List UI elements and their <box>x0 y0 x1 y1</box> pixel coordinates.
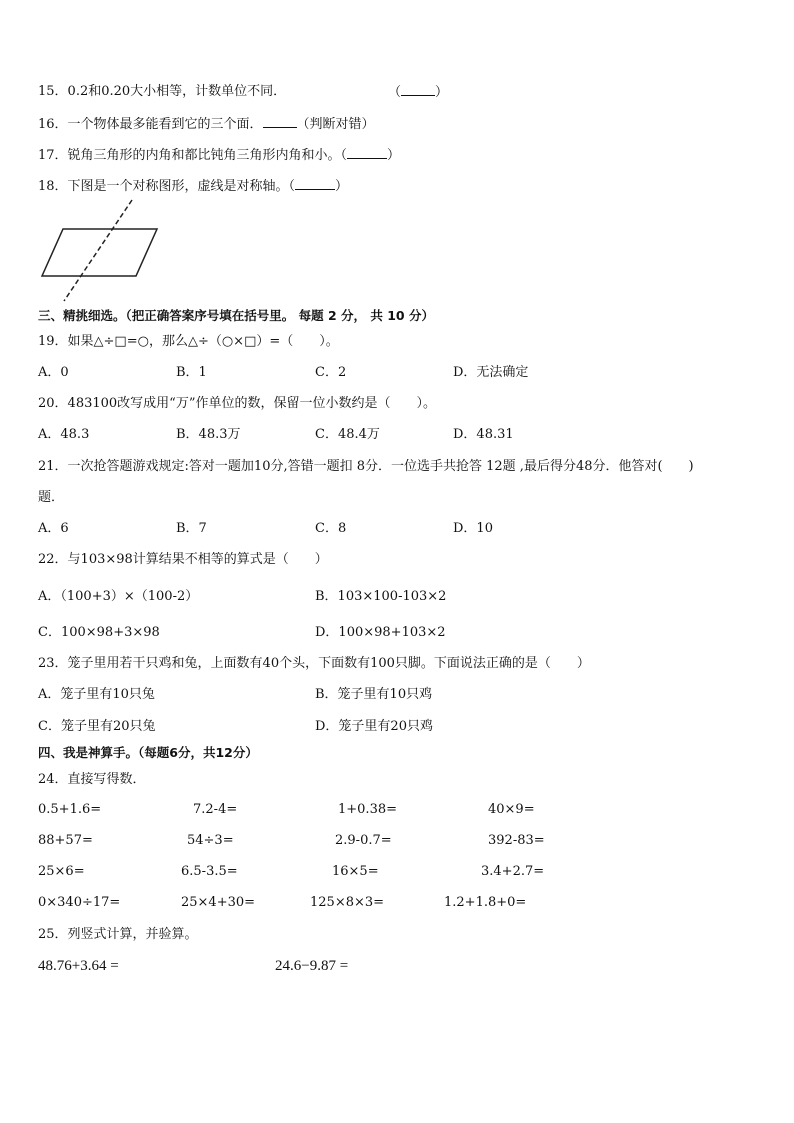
calc-item: 2.9-0.7= <box>335 833 392 848</box>
q18-blank[interactable] <box>295 177 335 190</box>
q23-text: 23．笼子里用若干只鸡和兔，上面数有40个头，下面数有100只脚。下面说法正确的是（ ） <box>38 656 590 671</box>
q21-text-continued: 题． <box>38 490 65 505</box>
q20-option-b[interactable]: B．48.3万 <box>176 427 241 442</box>
calc-item: 6.5-3.5= <box>181 864 238 879</box>
section4-title: 四、我是神算手。（每题6分，共12分） <box>38 745 258 760</box>
q22-option-d[interactable]: D．100×98+103×2 <box>315 625 446 640</box>
calc-item: 88+57= <box>38 833 93 848</box>
q22-option-b[interactable]: B．103×100-103×2 <box>315 589 447 604</box>
q21-text: 21．一次抢答题游戏规定:答对一题加10分,答错一题扣 8分．一位选手共抢答 12题 ,最后得分48分．他答对( ) <box>38 459 694 474</box>
q16-text: 16．一个物体最多能看到它的三个面． <box>38 117 263 132</box>
calc-item: 1+0.38= <box>338 802 398 817</box>
q23-option-c[interactable]: C．笼子里有20只兔 <box>38 719 156 734</box>
q18-text: 18．下图是一个对称图形，虚线是对称轴。（ <box>38 179 296 194</box>
calc-item: 25×4+30= <box>181 895 256 910</box>
q15-text: 15．0.2和0.20大小相等，计数单位不同． <box>38 84 287 99</box>
calc-item: 392-83= <box>488 833 545 848</box>
q19-text: 19．如果△÷□=○，那么△÷（○×□）=（ ）。 <box>38 334 339 349</box>
parallelogram-shape <box>42 229 157 276</box>
q18-line: 18．下图是一个对称图形，虚线是对称轴。（ ） <box>38 179 349 194</box>
calc-item: 25×6= <box>38 864 85 879</box>
q23-option-a[interactable]: A．笼子里有10只兔 <box>38 687 155 702</box>
q20-option-c[interactable]: C．48.4万 <box>315 427 380 442</box>
calc-item: 3.4+2.7= <box>481 864 545 879</box>
vertical-calc-2: 24.6−9.87 = <box>275 958 349 974</box>
calc-item: 125×8×3= <box>310 895 385 910</box>
q16-blank[interactable] <box>263 115 297 128</box>
q19-option-c[interactable]: C．2 <box>315 365 347 380</box>
q21-option-d[interactable]: D．10 <box>453 521 493 536</box>
q24-text: 24．直接写得数． <box>38 772 146 787</box>
q21-option-b[interactable]: B．7 <box>176 521 207 536</box>
vertical-calc-1: 48.76+3.64 = <box>38 958 119 974</box>
q16-line <box>38 115 375 134</box>
q25-text: 25．列竖式计算，并验算。 <box>38 927 198 942</box>
calc-item: 0×340÷17= <box>38 895 121 910</box>
q17-text: 17．锐角三角形的内角和都比钝角三角形内角和小。（ <box>38 148 348 163</box>
calc-item: 7.2-4= <box>193 802 238 817</box>
calc-item: 16×5= <box>332 864 379 879</box>
calc-item: 0.5+1.6= <box>38 802 102 817</box>
q17-blank[interactable] <box>347 146 387 159</box>
q23-option-d[interactable]: D．笼子里有20只鸡 <box>315 719 433 734</box>
q19-option-a[interactable]: A．0 <box>38 365 69 380</box>
q16-suffix: （判断对错） <box>296 117 375 132</box>
q21-option-a[interactable]: A．6 <box>38 521 69 536</box>
q17-line: 17．锐角三角形的内角和都比钝角三角形内角和小。（ ） <box>38 148 401 163</box>
calc-item: 54÷3= <box>187 833 234 848</box>
calc-item: 1.2+1.8+0= <box>444 895 527 910</box>
q20-option-d[interactable]: D．48.31 <box>453 427 514 442</box>
q15-answer[interactable]: （ ） <box>388 85 449 100</box>
q19-option-d[interactable]: D．无法确定 <box>453 365 529 380</box>
q23-option-b[interactable]: B．笼子里有10只鸡 <box>315 687 433 702</box>
q20-text: 20．483100改写成用“万”作单位的数，保留一位小数约是（ ）。 <box>38 396 436 411</box>
q22-text: 22．与103×98计算结果不相等的算式是（ ） <box>38 552 328 567</box>
q15-blank[interactable] <box>401 83 435 96</box>
q22-option-c[interactable]: C．100×98+3×98 <box>38 625 160 640</box>
q21-option-c[interactable]: C．8 <box>315 521 347 536</box>
calc-item: 40×9= <box>488 802 535 817</box>
dashed-axis-line <box>64 200 132 301</box>
q15-line <box>38 83 286 101</box>
q19-option-b[interactable]: B．1 <box>176 365 207 380</box>
q22-option-a[interactable]: A．（100+3）×（100-2） <box>38 589 199 604</box>
section3-title: 三、精挑细选。（把正确答案序号填在括号里。 每题 2 分， 共 10 分） <box>38 308 434 323</box>
q20-option-a[interactable]: A．48.3 <box>38 427 90 442</box>
parallelogram-figure <box>36 198 166 304</box>
